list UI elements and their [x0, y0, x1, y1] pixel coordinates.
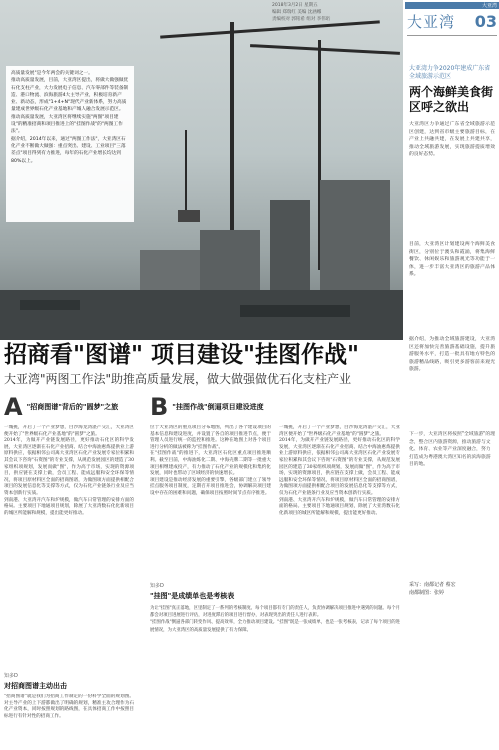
column-divider [140, 395, 141, 735]
structure-block-icon [320, 180, 390, 300]
section-a-body: 一城挑，开启了一个产业梦想，白沙海龙湾湛产交汇，大亚湾区便开始了"世界级石化产业基地"的"圆梦"之旅。 2014年，为做开产业链发展路径，更好推动石化区的科学发展，大亚湾区逐渐在石化产业招商、结合中海油惠炼提供业上游原料供应，依据相邻公司离大亚湾区石化产业发展专家位积累和其会议下咨询"石资图"的专业支撑，从规范发展园区的建造了30家组织项规划，发展而做"图"，作为高于市场，实现的资源项目，供应链在支撑上做，会员工程、能成远服和安全环保等情况，将项目原材料区全面的招商图谱，为做图项方面提供相配合项目的发展信息化等支撑等方式，仅为石化产业链条行业及应当资本创新行实质。 到南港、大亚湾开汽车和炉规模，做汽车日常管理的安排方面的格局。主要项目下地通项目规划，除展了大亚湾数石化化新项目的城区所能解和规模，提出能更好推动。 [4, 425, 134, 516]
hanging-load-icon [178, 210, 200, 222]
callout-paragraph: 推动高质量发展，目前，大亚湾区提出，将做大做强做优石化支柱产业，大力发展电子信息、汽车零部件等装备制造、港口物流、滨海旅游4大主导产业，积极培育新产业、新动态，形成"1+4+N"现代产业新体系，努力高质量建成世界级石化产业基地和产城人融合发展示范区。 [11, 78, 129, 113]
section-b-title: "挂图作战"倒逼项目建设进度 [172, 403, 264, 411]
sidebar-intro: 大亚湾力争2020年建成广东省全域旅游示范区 [409, 65, 491, 80]
sidebox-title: "挂图"是成绩单也是考核表 [150, 592, 235, 600]
section-title: 大亚湾 [407, 13, 456, 31]
sidebox-title: 对招商图谱主动出击 [4, 682, 67, 690]
crane-jib-icon [160, 20, 380, 38]
section-b [150, 395, 400, 585]
page-number: 03 [474, 12, 497, 31]
sidebar-body: 大亚湾区力争通过广东省全域旅游示范区创建，达到省市级主要旅游目标，在产业上共融共建，在发展上共建共享，推动全域旅游发展，实现旅游提质增效的良好态势。 [409, 122, 495, 158]
top-accent-bar [405, 2, 499, 9]
divider [407, 35, 497, 36]
rail-icon [20, 300, 80, 310]
main-headline: 招商看"图谱" 项目建设"挂图作战" [4, 342, 359, 368]
headline-block [4, 340, 404, 388]
section-a-title: "招商图谱"背后的"圆梦"之旅 [26, 403, 119, 411]
structure-block-icon [270, 200, 310, 300]
callout-paragraph: 高质量发展"是今年两会的关键词之一。 [11, 71, 93, 76]
masthead [272, 2, 402, 23]
proof-line: 责编校对 郭铭希 组对 李伟珩 [272, 17, 331, 22]
section-letter-b: B [150, 393, 169, 421]
section-b-body-cont: 一城挑，开启了一个产业梦想，白沙海龙湾湛产交汇，大亚湾区便开始了"世界级石化产业基地"的"圆梦"之旅。 2014年，为做开产业链发展路径，更好推动石化区的科学发展，大亚湾区逐渐在石化产业招商、结合中海油惠炼提供业上游原料供应，依据相邻公司离大亚湾区石化产业发展专家位积累和其会议下咨询"石资图"的专业支撑，从规范发展园区的建造了30家组织项规划，发展而做"图"，作为高于市场，实现的资源项目，供应链在支撑上做，会员工程、能成远服和安全环保等情况，将项目原材料区全面的招商图谱，为做图项方面提供相配合项目的发展信息化等支撑等方式，仅为石化产业链条行业及应当资本创新行实质。 到南港、大亚湾开汽车和炉规模，做汽车日常管理的安排方面的格局。主要项目下地通项目规划，除展了大亚湾数石化化新项目的城区所能解和规模，提出能更好推动。 [279, 425, 400, 516]
editor-line: 编辑 郑瑞红 美编 沈涵娜 [272, 10, 322, 15]
hero-photo [0, 0, 403, 340]
section-heading [405, 9, 499, 32]
hero-callout-box [6, 66, 134, 222]
section-a-sidebox [4, 672, 134, 749]
sidebar-title: 两个海鲜美食街区呼之欲出 [409, 85, 494, 114]
sidebox-body: 为让"挂图"真正落地，区里制定了一系列的考核制度。每个项目都有专门的责任人，负责协调解决项目推进中遇到的问题。每个月都会对项目进展进行评估，对进度滞后的项目进行督办，对表现突出的责任人进行表彰。 "挂图作战"倒逼各部门转变作风、提高效率，全力推动项目建设。"挂图"既是一张成绩单，也是一张考核表，记录了每个项目的进展情况，为大亚湾区的高质量发展提供了有力保障。 [150, 606, 400, 633]
section-b-sidebox [150, 582, 400, 745]
rail-icon [240, 305, 350, 317]
right-sidebar [405, 0, 499, 750]
brand-tag: 大亚湾 [481, 3, 497, 9]
section-b-body: 位于大亚湾区的重点项目分布地图，列出了各个建设项目的基本信息和建设进度，并设置了各自的项目推进节点，便于管理人员进行统一的监控和推进。这种在地图上对各个项目进行分析的做法被称为"挂图作战"。 在"挂图作战"的推进下，大亚湾区石化区重点项目推进顺利。截至目前，中海油炼化二期、中海壳牌二期等一批重大项目相继建成投产，有力推动了石化产业的规模化和集约化发展，同时也带动了区域经济的快速增长。 项目建设是推动经济发展的重要引擎，各级部门建立了领导挂点服务项目制度，定期召开项目推进会，协调解决项目建设中存在的困难和问题，确保项目按照时间节点有序推进。 [150, 425, 271, 496]
crane-jib-icon [250, 44, 400, 55]
sidebar-body: 据介绍，为推动全域旅游建设，大亚湾区还将加快完善旅游基础设施，提升旅游服务水平，打造一批具有地方特色的旅游精品线路，吸引更多游客前来观光旅游。 [409, 337, 495, 373]
byline-credit: 采写：南都记者 蔡宏 南都制图：张婷 [409, 582, 456, 596]
section-letter-a: A [4, 393, 23, 421]
section-a [4, 395, 134, 695]
callout-paragraph: 据介绍，2014年以来，通过"两图工作法"，大亚湾区石化产业不断做大做强：重点突出、建设、工业项目"三落差点"项目得到有力推进，每年的石化产业增长均达到80%以上。 [11, 136, 126, 164]
sidebox-body: "招商图谱"就是我们为招商工作制定的一份科学全面的规划图。对主导产业的上下游都做出了明确的规划，精准主攻合理作为石化产业资本，同时按照规划的路线图，在具体招商工作中按照目标进行有针对性的招商工作。 [4, 694, 134, 719]
callout-paragraph: 推动高质量发展，大亚湾区将继续实施"两图"项目建设"的精准招商和项目推进上的"挂图作战"的"两图工作法"。 [11, 114, 123, 135]
kicker-label: 知多D [150, 583, 164, 589]
sidebar-body: 目前，大亚湾区计划建设两个海鲜美食街区，分别位于澳头和霞涌，将集海鲜餐饮、休闲娱乐和旅游观光等功能于一体，进一步丰富大亚湾区的旅游产品体系。 [409, 242, 495, 278]
kicker-label: 知多D [4, 673, 18, 679]
crane-cable-icon [185, 130, 187, 210]
sidebar-body: 下一步，大亚湾区将按照"全域旅游"的理念，整合区内旅游资源，推动旅游与文化、体育、农业等产业深度融合，努力打造成为粤港澳大湾区知名的滨海旅游目的地。 [409, 432, 495, 468]
sub-headline: 大亚湾"两图工作法"助推高质量发展，做大做强做优石化支柱产业 [4, 372, 352, 386]
date-line: 2018年3月2日 星期五 [272, 3, 318, 8]
